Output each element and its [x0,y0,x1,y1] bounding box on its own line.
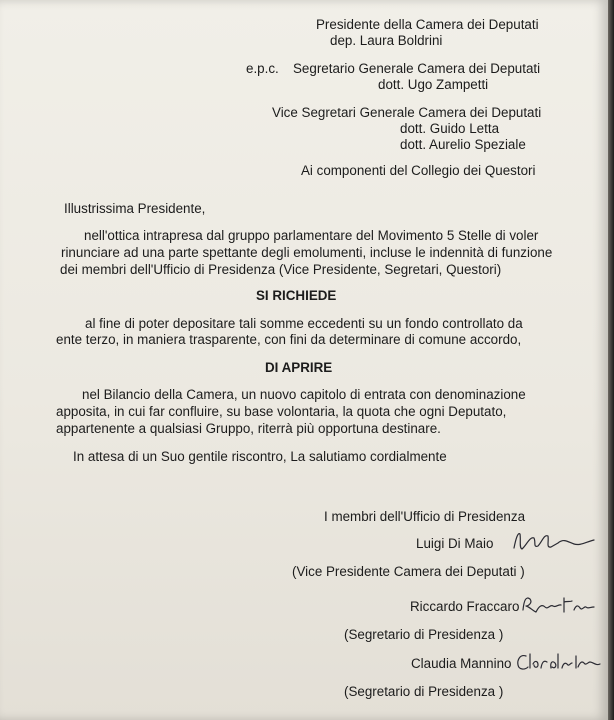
closing-line: In attesa di un Suo gentile riscontro, La salutiamo cordialmente [73,449,447,464]
vice-name-1: dott. Guido Letta [400,121,500,136]
signature-fraccaro [520,590,600,618]
signatory-name-mannino: Claudia Mannino [411,656,512,671]
recipient-name: dep. Laura Boldrini [330,33,443,48]
heading-di-aprire: DI APRIRE [265,360,333,375]
signatory-role-mannino: (Segretario di Presidenza ) [344,684,504,699]
para2-line1: al fine di poter depositare tali somme eccedenti su un fondo controllato da [85,316,523,331]
questori-line: Ai componenti del Collegio dei Questori [301,163,536,178]
signature-di-maio [508,526,600,558]
vice-title: Vice Segretari Generale Camera dei Deputati [272,105,542,120]
para1-line2: rinunciare ad una parte spettante degli emolumenti, incluse le indennità di funzione [61,245,553,260]
signature-mannino [514,646,604,676]
epc-name: dott. Ugo Zampetti [378,77,489,92]
para3-line3: appartenente a qualsiasi Gruppo, riterrà più opportuna destinare. [56,421,441,436]
para2-line2: ente terzo, in maniera trasparente, con fini da determinare di comune accordo, [56,332,522,347]
page-edge-shadow [608,0,614,720]
heading-si-richiede: SI RICHIEDE [256,288,337,303]
epc-title: Segretario Generale Camera dei Deputati [293,61,541,76]
salutation: Illustrissima Presidente, [64,201,206,216]
signatory-role-di-maio: (Vice Presidente Camera dei Deputati ) [292,564,525,579]
vice-name-2: dott. Aurelio Speziale [400,137,526,152]
para1-line3: dei membri dell'Ufficio di Presidenza (Vice Presidente, Segretari, Questori) [60,262,502,277]
para3-line1: nel Bilancio della Camera, un nuovo capitolo di entrata con denominazione [82,387,526,402]
recipient-title: Presidente della Camera dei Deputati [316,17,539,32]
epc-label: e.p.c. [246,61,279,76]
signatory-role-fraccaro: (Segretario di Presidenza ) [344,627,504,642]
signatory-name-fraccaro: Riccardo Fraccaro [410,599,520,614]
signatory-name-di-maio: Luigi Di Maio [416,536,494,551]
para1-line1: nell'ottica intrapresa dal gruppo parlamentare del Movimento 5 Stelle di voler [84,228,539,243]
para3-line2: apposita, in cui far confluire, su base volontaria, la quota che ogni Deputato, [56,404,507,419]
signatories-intro: I membri dell'Ufficio di Presidenza [324,509,526,524]
